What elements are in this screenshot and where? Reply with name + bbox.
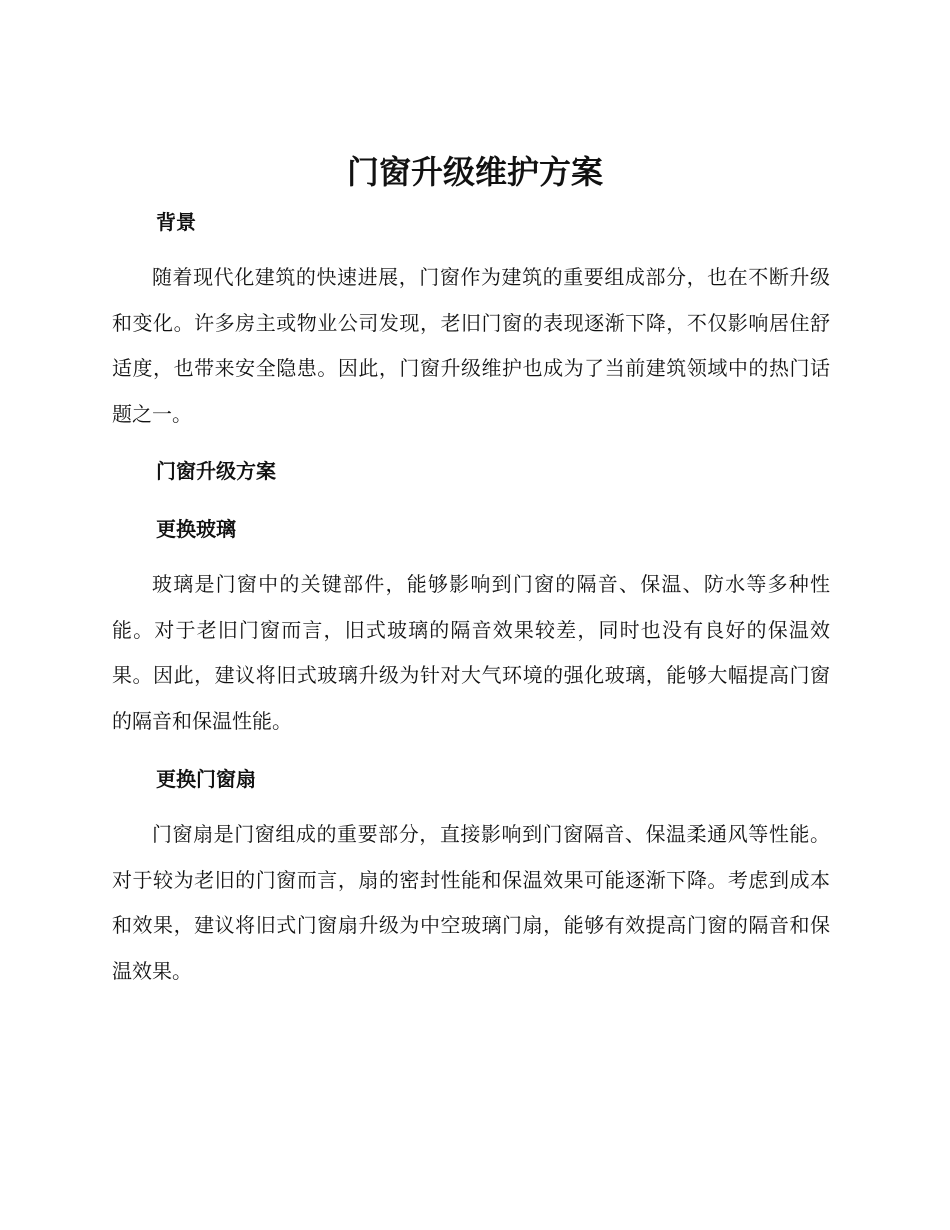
paragraph-background: 随着现代化建筑的快速进展，门窗作为建筑的重要组成部分，也在不断升级和变化。许多房主或物业公司发现，老旧门窗的表现逐渐下降，不仅影响居住舒适度，也带来安全隐患。因此，门窗升级维护也成为了当前建筑领域中的热门话题之一。 — [112, 265, 830, 426]
paragraph-replace-glass: 玻璃是门窗中的关键部件，能够影响到门窗的隔音、保温、防水等多种性能。对于老旧门窗而言，旧式玻璃的隔音效果较差，同时也没有良好的保温效果。因此，建议将旧式玻璃升级为针对大气环境的强化玻璃，能够大幅提高门窗的隔音和保温性能。 — [112, 572, 830, 733]
section-heading-upgrade-plan: 门窗升级方案 — [156, 459, 276, 483]
section-heading-replace-glass: 更换玻璃 — [156, 517, 236, 541]
section-heading-background: 背景 — [156, 210, 196, 234]
document-title: 门窗升级维护方案 — [346, 153, 603, 191]
section-heading-replace-sash: 更换门窗扇 — [156, 767, 256, 791]
paragraph-replace-sash: 门窗扇是门窗组成的重要部分，直接影响到门窗隔音、保温柔通风等性能。对于较为老旧的门窗而言，扇的密封性能和保温效果可能逐渐下降。考虑到成本和效果，建议将旧式门窗扇升级为中空玻璃门扇，能够有效提高门窗的隔音和保温效果。 — [112, 822, 830, 983]
